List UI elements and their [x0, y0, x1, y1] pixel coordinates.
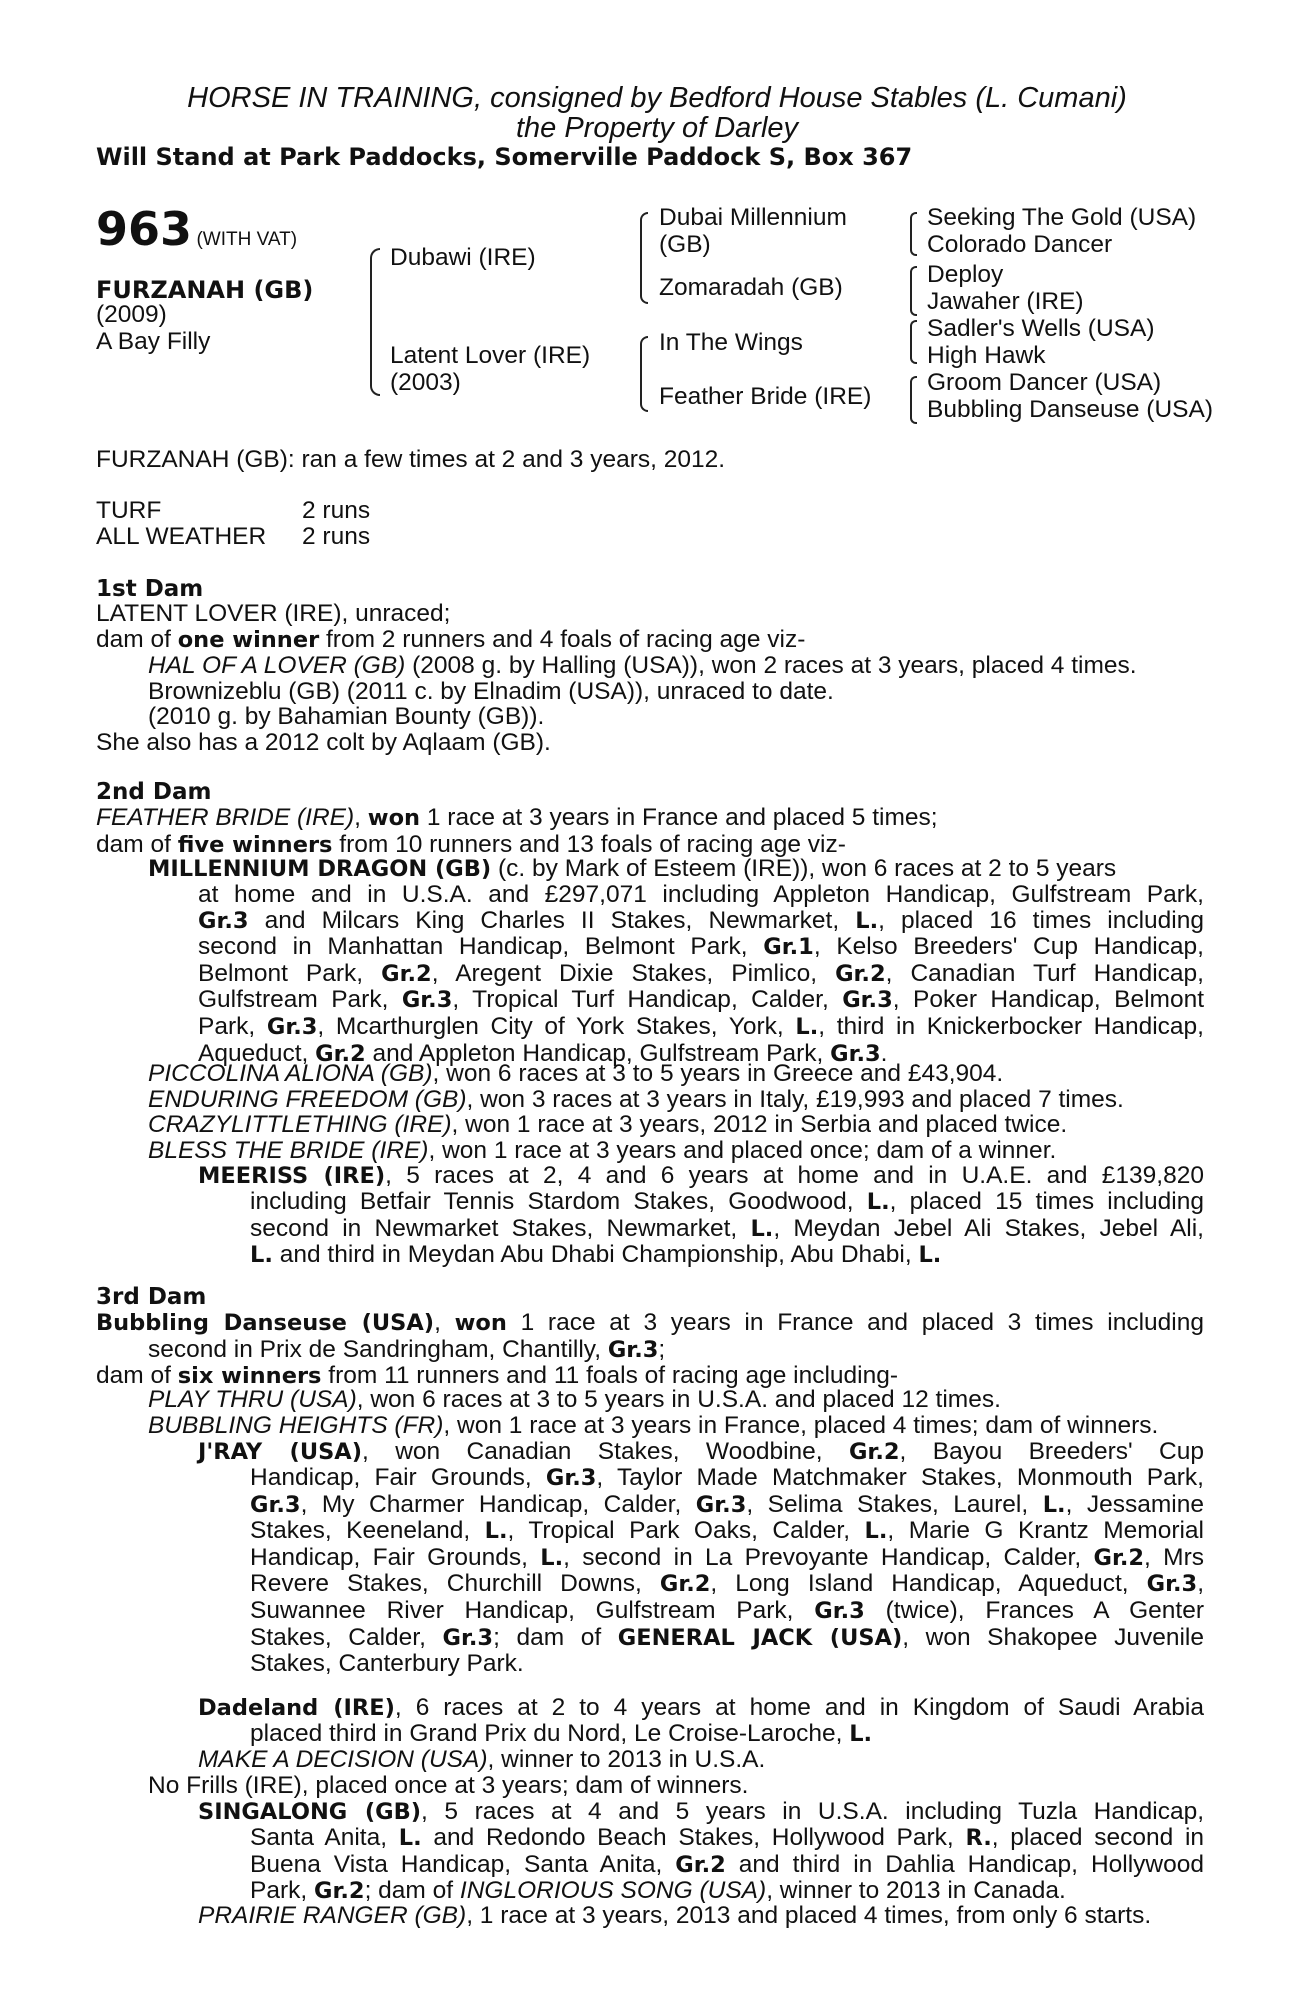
jr-line-5: Handicap, Fair Grounds, L., second in La Prevoyante Handicap, Calder, Gr.2, Mrs: [250, 1543, 1204, 1571]
bubbling-heights-entry: BUBBLING HEIGHTS (FR), won 1 race at 3 years in France, placed 4 times; dam of winners.: [148, 1411, 1159, 1439]
pedigree-brace-5: [910, 266, 917, 316]
pedigree-sire-sire-2: (GB): [659, 231, 711, 258]
dadeland-detail: [250, 1721, 872, 1748]
dam1-line-1: LATENT LOVER (IRE), unraced;: [96, 600, 451, 627]
dam1-line-3: HAL OF A LOVER (GB) (2008 g. by Halling (USA)), won 2 races at 3 years, placed 4 times.: [148, 652, 1137, 680]
dam2-other-progeny: [148, 1061, 1124, 1163]
pr-line: PRAIRIE RANGER (GB), 1 race at 3 years, 2013 and placed 4 times, from only 6 starts.: [198, 1902, 1152, 1929]
sg-line-4: Park, Gr.2; dam of INGLORIOUS SONG (USA), winner to 2013 in Canada.: [250, 1877, 1066, 1905]
singalong-detail: [250, 1825, 1204, 1905]
dam2-section: [96, 805, 938, 858]
dam1-section: [96, 601, 1206, 756]
dadeland-entry: [198, 1695, 1204, 1722]
pedigree-gen3-5: Sadler's Wells (USA): [927, 315, 1155, 342]
me-line-2: including Betfair Tennis Stardom Stakes, Goodwood, L., placed 15 times including: [250, 1188, 1204, 1215]
dam3-title: 3rd Dam: [96, 1284, 207, 1310]
lot-number: 963: [96, 202, 193, 256]
pedigree-dam-2: (2003): [390, 369, 461, 396]
me-line-4: L. and third in Meydan Abu Dhabi Championship, Abu Dhabi, L.: [250, 1241, 942, 1269]
meeriss-entry: [198, 1163, 1204, 1190]
pedigree-gen3-1: Seeking The Gold (USA): [927, 204, 1197, 231]
pedigree-brace-1: [370, 248, 380, 396]
pedigree-gen3-3: Deploy: [927, 261, 1004, 288]
dam1-line-5: (2010 g. by Bahamian Bounty (GB)).: [148, 703, 545, 731]
millennium-dragon-entry: [148, 856, 1204, 883]
enduring-freedom-entry: ENDURING FREEDOM (GB), won 3 races at 3 years in Italy, £19,993 and placed 7 times.: [148, 1085, 1124, 1113]
md-line-3: Gr.3 and Milcars King Charles II Stakes, Newmarket, L., placed 16 times including: [198, 906, 1204, 934]
pedigree-gen3-7: Groom Dancer (USA): [927, 369, 1162, 396]
pedigree-brace-3: [640, 336, 648, 412]
jray-entry: [198, 1439, 1204, 1466]
sg-line-3: Buena Vista Handicap, Santa Anita, Gr.2 and third in Dahlia Handicap, Hollywood: [250, 1850, 1204, 1878]
me-line-1: MEERISS (IRE), 5 races at 2, 4 and 6 years at home and in U.A.E. and £139,820: [198, 1162, 1204, 1189]
header-line-2: the Property of Darley: [515, 112, 799, 144]
md-line-8: Aqueduct, Gr.2 and Appleton Handicap, Gulfstream Park, Gr.3.: [198, 1039, 888, 1067]
jr-line-1: J'RAY (USA), won Canadian Stakes, Woodbine, Gr.2, Bayou Breeders' Cup: [198, 1438, 1204, 1465]
pedigree-dam-1: Latent Lover (IRE): [390, 342, 591, 369]
sg-line-1: SINGALONG (GB), 5 races at 4 and 5 years in U.S.A. including Tuzla Handicap,: [198, 1798, 1204, 1825]
dam2-title: 2nd Dam: [96, 779, 212, 805]
dam3-line-1: Bubbling Danseuse (USA), won 1 race at 3 years in France and placed 3 times including: [96, 1309, 1204, 1336]
dam1-line-6: She also has a 2012 colt by Aqlaam (GB).: [96, 728, 551, 756]
dam1-title: 1st Dam: [96, 576, 204, 602]
md-line-4: second in Manhattan Handicap, Belmont Park, Gr.1, Kelso Breeders' Cup Handicap,: [198, 933, 1204, 961]
jr-line-6: Revere Stakes, Churchill Downs, Gr.2, Long Island Handicap, Aqueduct, Gr.3,: [250, 1570, 1204, 1598]
pedigree-sire-sire-1: Dubai Millennium: [659, 204, 847, 231]
dd-line-1: Dadeland (IRE), 6 races at 2 to 4 years at home and in Kingdom of Saudi Arabia: [198, 1694, 1204, 1721]
pedigree-gen3-8: Bubbling Danseuse (USA): [927, 396, 1213, 423]
crazylittlething-entry: CRAZYLITTLETHING (IRE), won 1 race at 3 years, 2012 in Serbia and placed twice.: [148, 1111, 1068, 1139]
no-frills-entry: [148, 1773, 748, 1799]
pedigree-sire: Dubawi (IRE): [390, 244, 536, 271]
runs-aw-value: 2 runs: [302, 523, 371, 550]
make-a-decision-entry: [198, 1747, 765, 1773]
pedigree-gen3-2: Colorado Dancer: [927, 231, 1113, 258]
runs-turf-label: TURF: [96, 497, 162, 524]
piccolina-aliona-entry: PICCOLINA ALIONA (GB), won 6 races at 3 to 5 years in Greece and £43,904.: [148, 1060, 1004, 1087]
horse-description: A Bay Filly: [96, 328, 211, 355]
md-line-1: MILLENNIUM DRAGON (GB) (c. by Mark of Esteem (IRE)), won 6 races at 2 to 5 years: [148, 855, 1117, 882]
pedigree-gen3-6: High Hawk: [927, 342, 1046, 369]
jr-line-9: Stakes, Canterbury Park.: [250, 1650, 524, 1678]
pedigree-brace-4: [910, 212, 917, 256]
race-summary: FURZANAH (GB): ran a few times at 2 and 3 years, 2012.: [96, 446, 726, 473]
millennium-dragon-detail: [198, 882, 1204, 1067]
runs-turf-value: 2 runs: [302, 497, 371, 524]
lot-vat: (WITH VAT): [196, 229, 298, 250]
jray-detail: [250, 1465, 1204, 1677]
dam3-progeny-a: [148, 1387, 1158, 1438]
md-line-6: Gulfstream Park, Gr.3, Tropical Turf Handicap, Calder, Gr.3, Poker Handicap, Belmont: [198, 986, 1205, 1014]
singalong-entry: [198, 1799, 1204, 1826]
pedigree-brace-7: [910, 376, 917, 424]
dam1-line-2: dam of one winner from 2 runners and 4 foals of racing age viz-: [96, 625, 806, 653]
runs-aw-label: ALL WEATHER: [96, 523, 267, 550]
md-line-5: Belmont Park, Gr.2, Aregent Dixie Stakes, Pimlico, Gr.2, Canadian Turf Handicap,: [198, 959, 1204, 987]
pedigree-brace-6: [910, 320, 917, 364]
header-line-3: Will Stand at Park Paddocks, Somerville Paddock S, Box 367: [96, 143, 913, 171]
pedigree-brace-2: [640, 212, 648, 304]
md-line-2: at home and in U.S.A. and £297,071 including Appleton Handicap, Gulfstream Park,: [198, 881, 1204, 908]
sg-line-2: Santa Anita, L. and Redondo Beach Stakes, Hollywood Park, R., placed second in: [250, 1824, 1205, 1851]
pedigree-sire-dam: Zomaradah (GB): [659, 274, 843, 301]
lot-block: [96, 202, 297, 256]
pedigree-dam-sire: In The Wings: [659, 329, 803, 356]
dd-line-2: placed third in Grand Prix du Nord, Le Croise-Laroche, L.: [250, 1720, 873, 1747]
play-thru-entry: PLAY THRU (USA), won 6 races at 3 to 5 years in U.S.A. and placed 12 times.: [148, 1386, 1001, 1413]
dam1-line-4: Brownizeblu (GB) (2011 c. by Elnadim (USA)), unraced to date.: [148, 677, 834, 705]
dam3-line-2: second in Prix de Sandringham, Chantilly, Gr.3;: [148, 1335, 666, 1363]
nf-line: No Frills (IRE), placed once at 3 years; dam of winners.: [148, 1772, 749, 1799]
dam3-line-3: dam of six winners from 11 runners and 11 foals of racing age including-: [96, 1362, 898, 1390]
dam2-line-2: dam of five winners from 10 runners and 13 foals of racing age viz-: [96, 830, 846, 858]
prairie-ranger-entry: [198, 1903, 1151, 1929]
horse-name: FURZANAH (GB): [96, 276, 314, 304]
jr-line-2: Handicap, Fair Grounds, Gr.3, Taylor Made Matchmaker Stakes, Monmouth Park,: [250, 1464, 1204, 1491]
mad-line: MAKE A DECISION (USA), winner to 2013 in U.S.A.: [198, 1746, 766, 1773]
bless-the-bride-entry: BLESS THE BRIDE (IRE), won 1 race at 3 years and placed once; dam of a winner.: [148, 1136, 1057, 1164]
me-line-3: second in Newmarket Stakes, Newmarket, L., Meydan Jebel Ali Stakes, Jebel Ali,: [250, 1214, 1204, 1242]
dam3-section: [96, 1310, 1204, 1390]
dam2-line-1: FEATHER BRIDE (IRE), won 1 race at 3 years in France and placed 5 times;: [96, 804, 938, 831]
jr-line-4: Stakes, Keeneland, L., Tropical Park Oaks, Calder, L., Marie G Krantz Memorial: [250, 1517, 1204, 1545]
horse-year: (2009): [96, 301, 167, 328]
jr-line-7: Suwannee River Handicap, Gulfstream Park, Gr.3 (twice), Frances A Genter: [250, 1596, 1204, 1624]
pedigree-gen3-4: Jawaher (IRE): [927, 288, 1084, 315]
jr-line-8: Stakes, Calder, Gr.3; dam of GENERAL JACK (USA), won Shakopee Juvenile: [250, 1623, 1205, 1651]
md-line-7: Park, Gr.3, Mcarthurglen City of York Stakes, York, L., third in Knickerbocker Handicap,: [198, 1012, 1204, 1040]
jr-line-3: Gr.3, My Charmer Handicap, Calder, Gr.3, Selima Stakes, Laurel, L., Jessamine: [250, 1490, 1204, 1518]
header-line-1: HORSE IN TRAINING, consigned by Bedford House Stables (L. Cumani): [187, 82, 1127, 114]
meeriss-detail: [250, 1189, 1204, 1269]
pedigree-dam-dam: Feather Bride (IRE): [659, 383, 872, 410]
